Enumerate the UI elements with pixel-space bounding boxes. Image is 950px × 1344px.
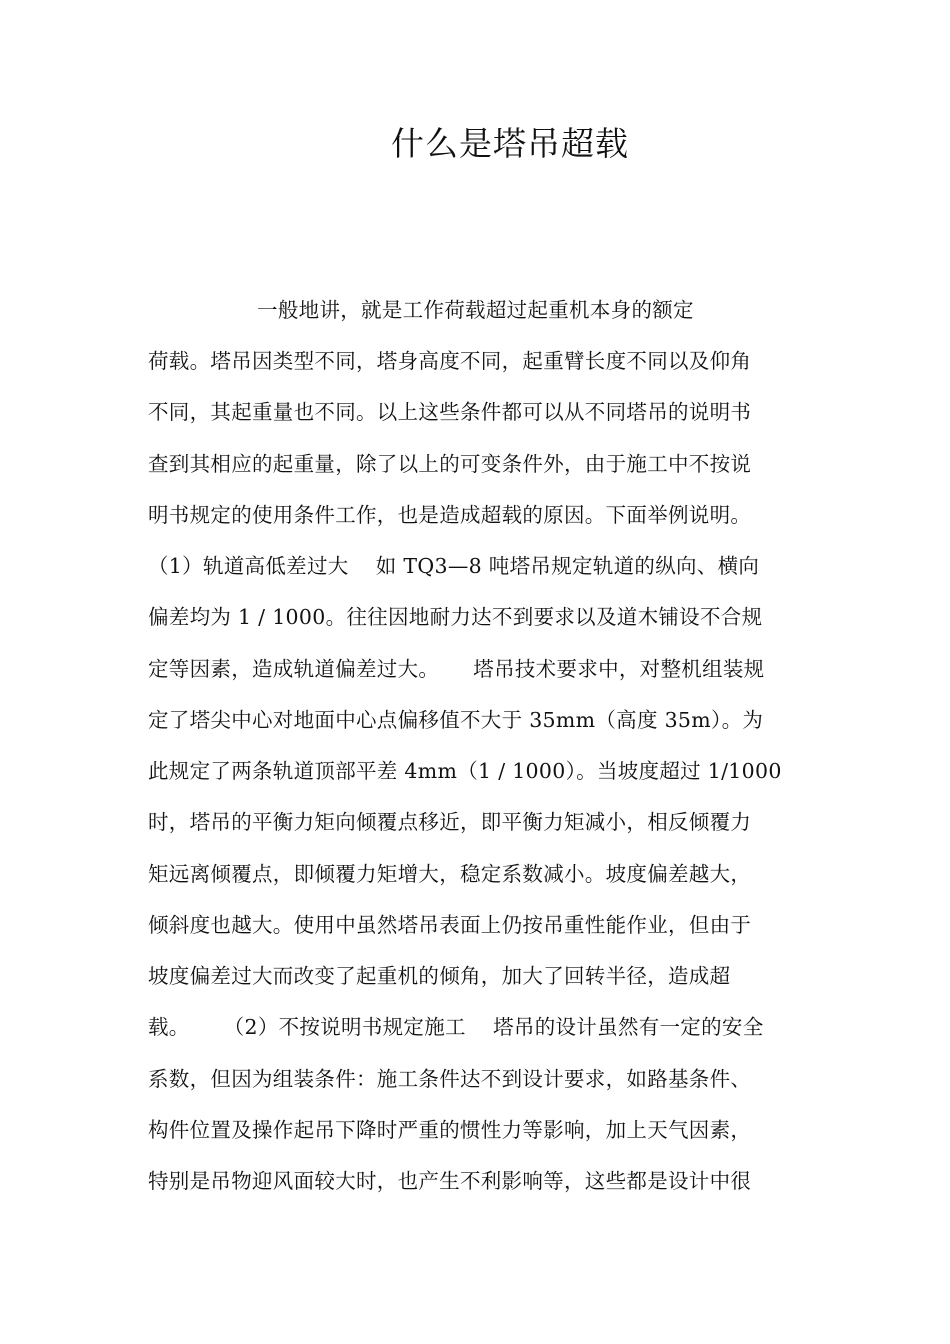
body-line: 一般地讲，就是工作荷载超过起重机本身的额定 bbox=[148, 298, 694, 322]
body-line: 矩远离倾覆点，即倾覆力矩增大，稳定系数减小。坡度偏差越大， bbox=[148, 862, 752, 886]
body-line: 定等因素，造成轨道偏差过大。 塔吊技术要求中，对整机组装规 bbox=[148, 657, 765, 681]
body-line: 坡度偏差过大而改变了起重机的倾角，加大了回转半径，造成超 bbox=[148, 964, 731, 988]
body-line: 时，塔吊的平衡力矩向倾覆点移近，即平衡力矩减小，相反倾覆力 bbox=[148, 810, 752, 834]
document-title: 什么是塔吊超载 bbox=[391, 124, 629, 163]
body-line: 构件位置及操作起吊下降时严重的惯性力等影响，加上天气因素， bbox=[148, 1118, 752, 1142]
body-line: 定了塔尖中心对地面中心点偏移值不大于 35mm（高度 35m）。为 bbox=[148, 708, 764, 732]
body-line: 此规定了两条轨道顶部平差 4mm（1 / 1000）。当坡度超过 1/1000 bbox=[148, 759, 782, 783]
body-line: 明书规定的使用条件工作，也是造成超载的原因。下面举例说明。 bbox=[148, 503, 752, 527]
body-line: 荷载。塔吊因类型不同，塔身高度不同，起重臂长度不同以及仰角 bbox=[148, 349, 752, 373]
body-line: 偏差均为 1 / 1000。往往因地耐力达不到要求以及道木铺设不合规 bbox=[148, 605, 763, 629]
body-line: 查到其相应的起重量，除了以上的可变条件外，由于施工中不按说 bbox=[148, 452, 752, 476]
body-line: 不同，其起重量也不同。以上这些条件都可以从不同塔吊的说明书 bbox=[148, 400, 752, 424]
body-line: （1）轨道高低差过大 如 TQ3—8 吨塔吊规定轨道的纵向、横向 bbox=[148, 554, 760, 578]
body-line: 特别是吊物迎风面较大时，也产生不利影响等，这些都是设计中很 bbox=[148, 1169, 752, 1193]
body-line: 载。 （2）不按说明书规定施工 塔吊的设计虽然有一定的安全 bbox=[148, 1015, 764, 1039]
body-line: 倾斜度也越大。使用中虽然塔吊表面上仍按吊重性能作业，但由于 bbox=[148, 913, 752, 937]
body-line: 系数，但因为组装条件：施工条件达不到设计要求，如路基条件、 bbox=[148, 1067, 752, 1091]
